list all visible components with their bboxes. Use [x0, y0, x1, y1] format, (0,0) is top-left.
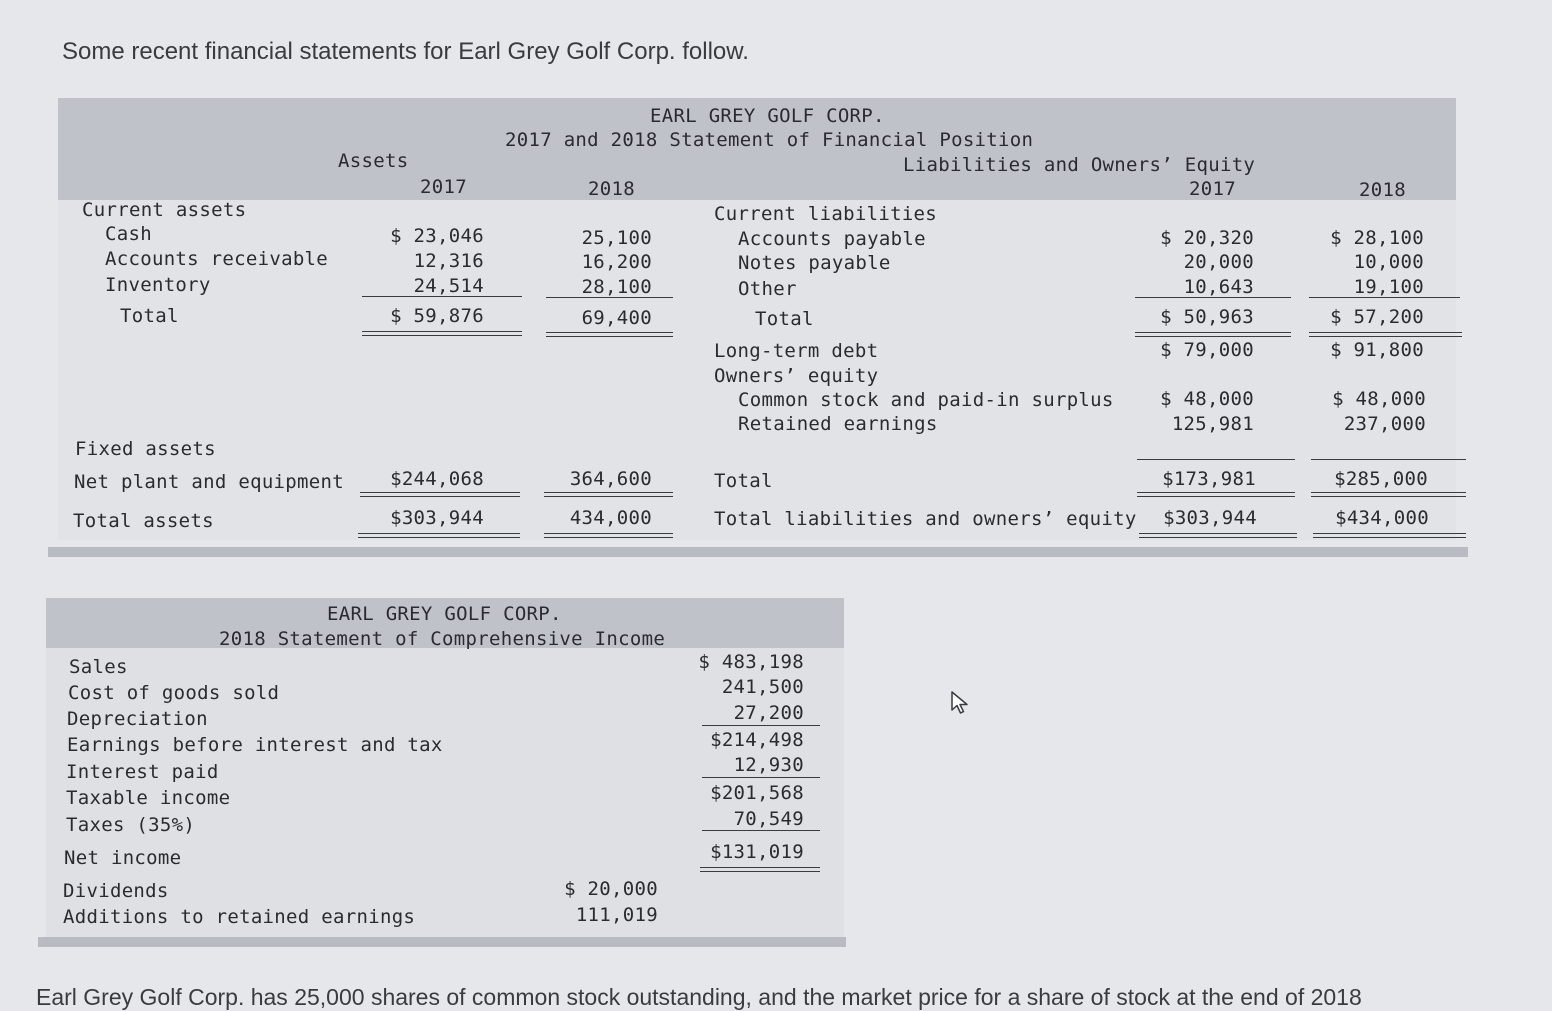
oe-total-2017-double-rule: [1137, 492, 1295, 497]
other-2018: 19,100: [1353, 276, 1424, 298]
total-le-2018: $434,000: [1335, 507, 1429, 529]
assets-year-2017: 2017: [420, 176, 467, 198]
npe-2017-double-rule: [360, 492, 520, 497]
ar-label: Accounts receivable: [105, 248, 329, 270]
ca-total-2018-double-rule: [546, 332, 673, 337]
total-le-label: Total liabilities and owners’ equity: [714, 508, 1137, 530]
sales-label: Sales: [69, 656, 128, 678]
oe-total-2018: $285,000: [1334, 468, 1428, 490]
npe-2018-double-rule: [544, 492, 673, 497]
taxes-rule: [702, 830, 820, 831]
cogs-value: 241,500: [721, 676, 804, 698]
ebit-label: Earnings before interest and tax: [67, 734, 443, 756]
ca-total-label: Total: [120, 305, 179, 327]
np-2017: 20,000: [1183, 251, 1254, 273]
is-company-name: EARL GREY GOLF CORP.: [327, 603, 562, 625]
balance-sheet-bottom-bar: [48, 547, 1468, 557]
cl-total-2018: $ 57,200: [1330, 306, 1424, 328]
additions-label: Additions to retained earnings: [63, 906, 416, 928]
total-assets-label: Total assets: [73, 510, 214, 532]
cash-2018: 25,100: [581, 227, 652, 249]
other-label: Other: [738, 278, 797, 300]
npe-label: Net plant and equipment: [74, 471, 344, 493]
dividends-value: $ 20,000: [564, 878, 658, 900]
cl-2017-rule: [1135, 297, 1291, 298]
oe-total-label: Total: [714, 470, 773, 492]
assets-year-2018: 2018: [588, 178, 635, 200]
ar-2018: 16,200: [581, 251, 652, 273]
ca-total-2018: 69,400: [581, 307, 652, 329]
taxable-income-label: Taxable income: [66, 787, 231, 809]
current-assets-label: Current assets: [82, 199, 247, 221]
other-2017: 10,643: [1183, 276, 1254, 298]
liabilities-heading: Liabilities and Owners’ Equity: [903, 154, 1256, 176]
income-statement-bottom-bar: [38, 937, 846, 947]
common-stock-2018: $ 48,000: [1332, 388, 1426, 410]
cl-total-2017-double-rule: [1135, 332, 1291, 337]
taxes-label: Taxes (35%): [66, 814, 196, 836]
sales-value: $ 483,198: [698, 651, 804, 673]
cl-total-2018-double-rule: [1309, 332, 1462, 337]
np-label: Notes payable: [738, 252, 891, 274]
ca-2018-rule: [546, 297, 673, 298]
cash-2017: $ 23,046: [390, 225, 484, 247]
net-income-double-rule: [700, 867, 820, 872]
retained-earnings-2018: 237,000: [1343, 413, 1426, 435]
taxable-income-value: $201,568: [710, 782, 804, 804]
oe-2017-rule: [1137, 459, 1295, 460]
taxes-value: 70,549: [733, 808, 804, 830]
ltd-2017: $ 79,000: [1160, 339, 1254, 361]
ap-2017: $ 20,320: [1160, 227, 1254, 249]
dep-rule: [702, 725, 820, 726]
net-income-value: $131,019: [710, 841, 804, 863]
assets-heading: Assets: [338, 150, 409, 172]
inventory-label: Inventory: [105, 274, 211, 296]
cl-total-2017: $ 50,963: [1160, 306, 1254, 328]
ca-total-2017: $ 59,876: [390, 305, 484, 327]
total-le-2017: $303,944: [1163, 507, 1257, 529]
total-le-2018-double-rule: [1313, 533, 1466, 538]
ca-2017-rule: [362, 296, 522, 297]
retained-earnings-2017: 125,981: [1171, 413, 1254, 435]
np-2018: 10,000: [1353, 251, 1424, 273]
dividends-label: Dividends: [63, 880, 169, 902]
inventory-2018: 28,100: [581, 276, 652, 298]
oe-total-2018-double-rule: [1311, 492, 1466, 497]
inventory-2017: 24,514: [413, 275, 484, 297]
is-title: 2018 Statement of Comprehensive Income: [219, 628, 666, 650]
ltd-label: Long-term debt: [714, 340, 879, 362]
ltd-2018: $ 91,800: [1330, 339, 1424, 361]
depreciation-label: Depreciation: [67, 708, 208, 730]
intro-text: Some recent financial statements for Earl Grey Golf Corp. follow.: [62, 38, 749, 65]
liab-year-2017: 2017: [1189, 178, 1236, 200]
owners-equity-label: Owners’ equity: [714, 365, 879, 387]
ebit-value: $214,498: [710, 729, 804, 751]
cl-2018-rule: [1309, 297, 1460, 298]
npe-2018: 364,600: [569, 468, 652, 490]
ca-total-2017-double-rule: [362, 331, 522, 336]
oe-total-2017: $173,981: [1162, 468, 1256, 490]
total-assets-2017-double-rule: [358, 533, 520, 538]
bs-title: 2017 and 2018 Statement of Financial Position: [505, 129, 1034, 151]
cash-label: Cash: [105, 223, 152, 245]
ap-label: Accounts payable: [738, 228, 926, 250]
footer-text: Earl Grey Golf Corp. has 25,000 shares of common stock outstanding, and the market price for a share of stock at the end of 2018: [36, 984, 1362, 1010]
current-liabilities-label: Current liabilities: [714, 203, 938, 225]
depreciation-value: 27,200: [733, 702, 804, 724]
npe-2017: $244,068: [390, 468, 484, 490]
bs-company-name: EARL GREY GOLF CORP.: [650, 105, 885, 127]
total-assets-2018-double-rule: [544, 533, 673, 538]
interest-value: 12,930: [733, 754, 804, 776]
total-assets-2017: $303,944: [390, 507, 484, 529]
additions-value: 111,019: [575, 904, 658, 926]
ap-2018: $ 28,100: [1330, 227, 1424, 249]
cl-total-label: Total: [755, 308, 814, 330]
mouse-cursor-icon: [950, 690, 972, 716]
interest-rule: [702, 777, 820, 778]
retained-earnings-label: Retained earnings: [738, 413, 938, 435]
fixed-assets-label: Fixed assets: [75, 438, 216, 460]
common-stock-label: Common stock and paid-in surplus: [738, 389, 1114, 411]
ar-2017: 12,316: [413, 250, 484, 272]
interest-label: Interest paid: [66, 761, 219, 783]
common-stock-2017: $ 48,000: [1160, 388, 1254, 410]
total-assets-2018: 434,000: [569, 507, 652, 529]
liab-year-2018: 2018: [1359, 179, 1406, 201]
net-income-label: Net income: [64, 847, 182, 869]
total-le-2017-double-rule: [1139, 533, 1297, 538]
oe-2018-rule: [1311, 459, 1466, 460]
cogs-label: Cost of goods sold: [68, 682, 280, 704]
